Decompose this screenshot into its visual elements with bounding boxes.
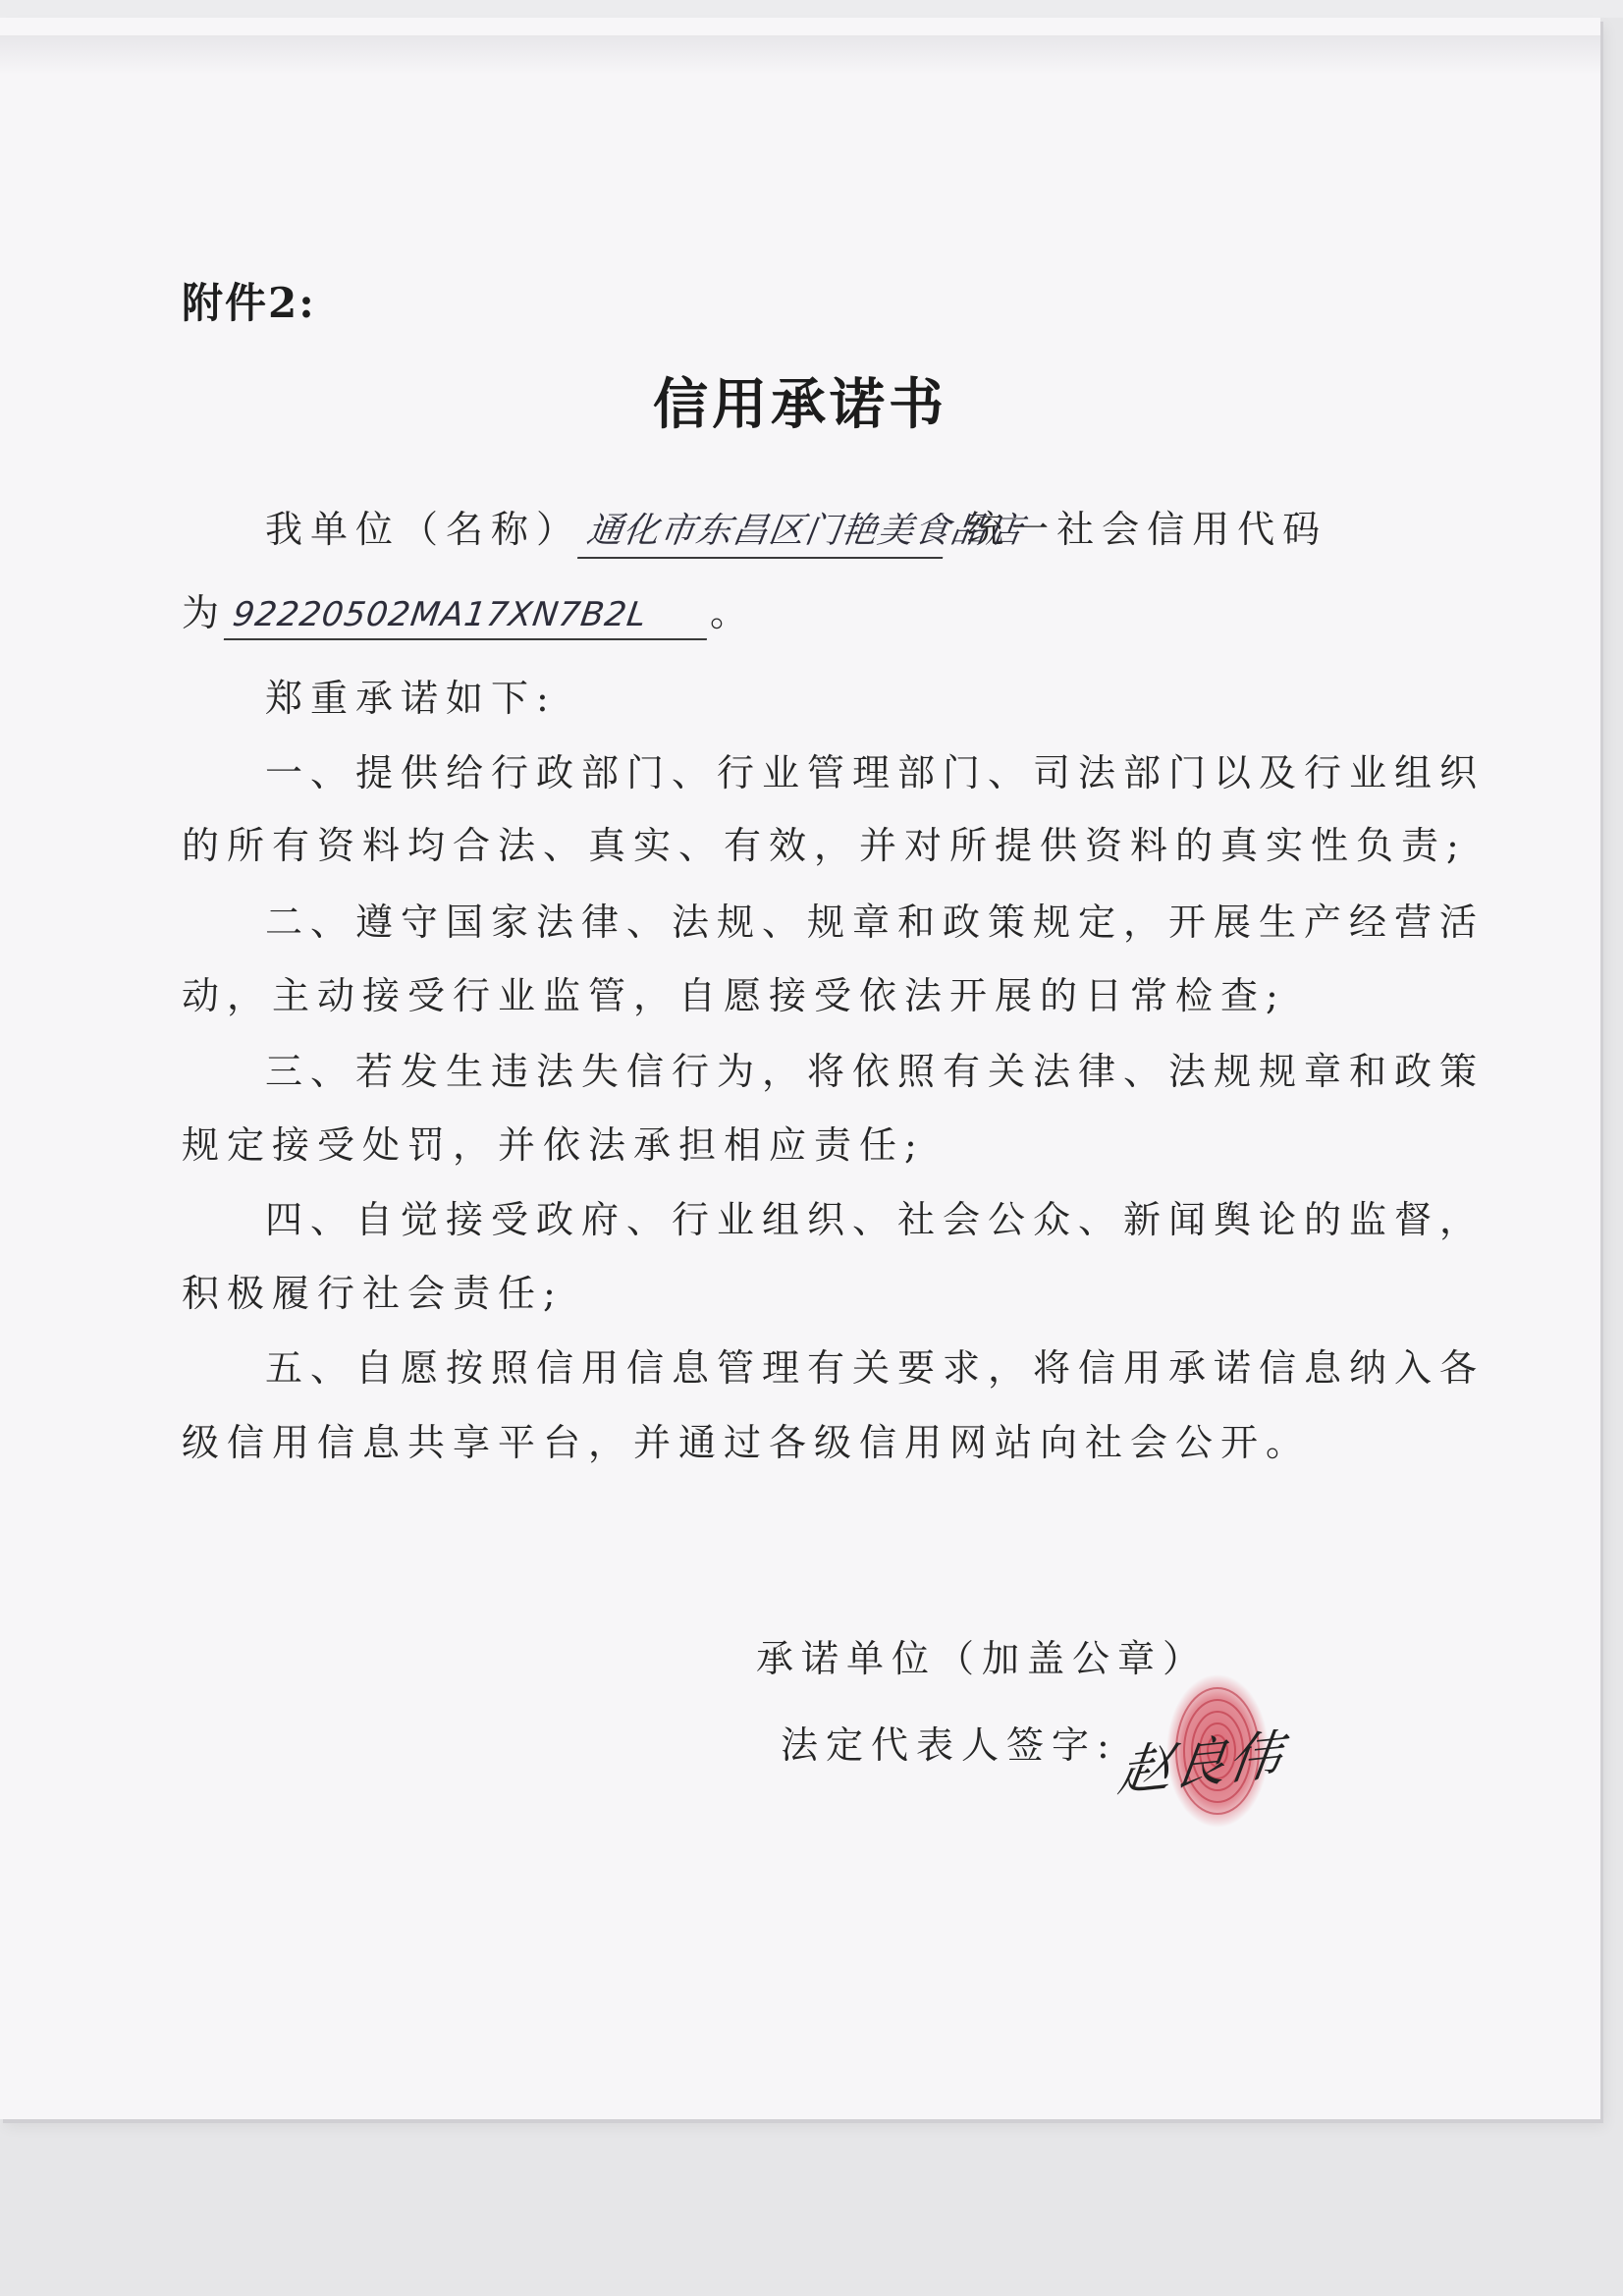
scan-top-edge bbox=[0, 0, 1623, 18]
intro-line-2 bbox=[182, 582, 755, 640]
clause-line-10: 级信用信息共享平台，并通过各级信用网站向社会公开。 bbox=[182, 1421, 1312, 1464]
clause-line-5: 三、若发生违法失信行为，将依照有关法律、法规规章和政策 bbox=[265, 1050, 1486, 1093]
clause-line-1: 一、提供给行政部门、行业管理部门、司法部门以及行业组织 bbox=[265, 751, 1486, 794]
solemn-statement: 郑重承诺如下: bbox=[265, 677, 557, 720]
code-prefix: 为 bbox=[182, 591, 228, 634]
intro-line-1 bbox=[265, 499, 1327, 559]
attachment-label: 附件2: bbox=[182, 279, 316, 327]
intro-middle: 统一社会信用代码 bbox=[966, 508, 1328, 551]
clause-line-8: 积极履行社会责任; bbox=[182, 1272, 564, 1315]
clause-line-9: 五、自愿按照信用信息管理有关要求，将信用承诺信息纳入各 bbox=[265, 1346, 1486, 1390]
intro-suffix: 。 bbox=[710, 591, 756, 634]
clause-line-4: 动，主动接受行业监管，自愿接受依法开展的日常检查; bbox=[182, 974, 1286, 1017]
legal-rep-label: 法定代表人签字: bbox=[781, 1723, 1117, 1767]
legal-rep-signature: 赵良伟 bbox=[1114, 1722, 1288, 1804]
clause-line-2: 的所有资料均合法、真实、有效，并对所提供资料的真实性负责; bbox=[182, 824, 1467, 867]
credit-code-handwritten: 92220502MA17XN7B2L bbox=[224, 595, 713, 640]
unit-seal-label: 承诺单位（加盖公章） bbox=[756, 1637, 1209, 1680]
clause-line-7: 四、自觉接受政府、行业组织、社会公众、新闻舆论的监督， bbox=[265, 1198, 1486, 1241]
document-title: 信用承诺书 bbox=[653, 372, 947, 437]
clause-line-3: 二、遵守国家法律、法规、规章和政策规定，开展生产经营活 bbox=[265, 901, 1486, 944]
scan-noise-strip bbox=[0, 35, 1600, 75]
document-page bbox=[0, 18, 1600, 2119]
clause-line-6: 规定接受处罚，并依法承担相应责任; bbox=[182, 1123, 925, 1167]
company-name-handwritten: 通化市东昌区门艳美食品店 bbox=[577, 503, 950, 559]
intro-prefix: 我单位（名称） bbox=[265, 508, 582, 551]
